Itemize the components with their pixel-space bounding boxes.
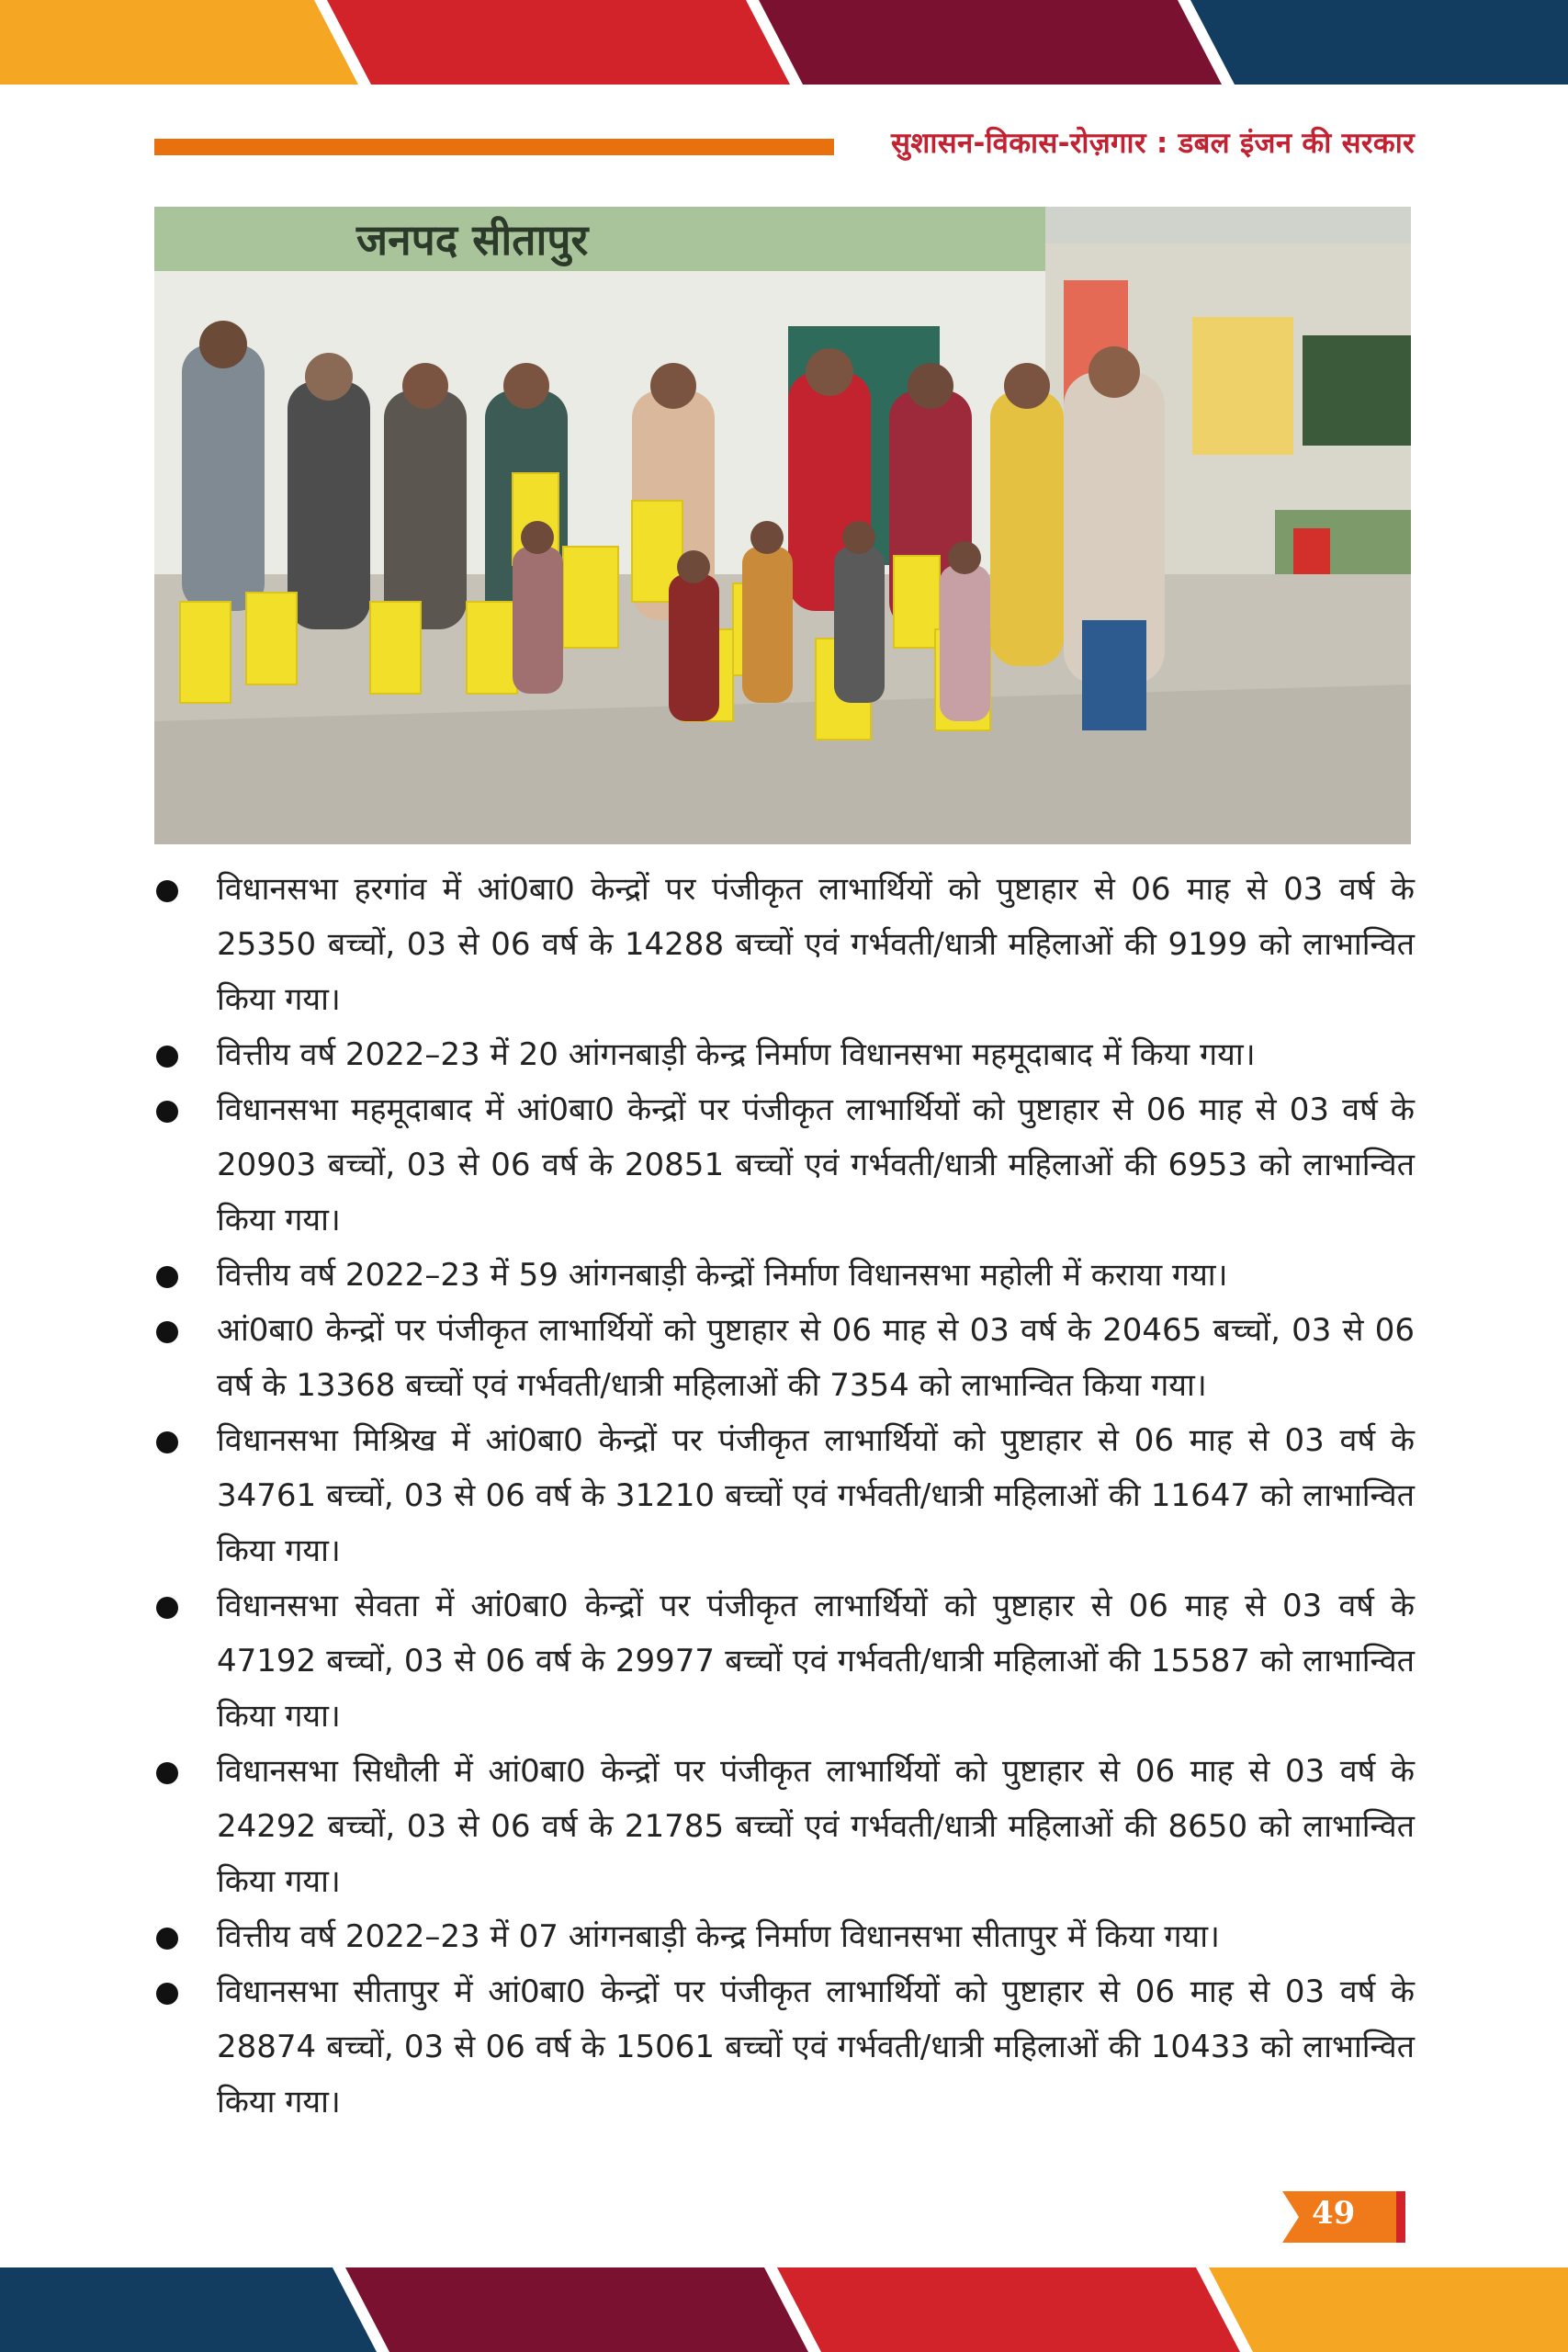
bullet-icon	[156, 1046, 178, 1068]
bullet-icon	[156, 1321, 178, 1343]
page-header-title: सुशासन-विकास-रोज़गार : डबल इंजन की सरकार	[891, 127, 1415, 160]
list-item: विधानसभा हरगांव में आं0बा0 केन्द्रों पर पंजीकृत लाभार्थियों को पुष्टाहार से 06 माह से 03 वर्ष के 25350 बच्चों, 03 से 06 वर्ष के 14288 बच्चों एवं गर्भवती/धात्री महिलाओं की 9199 को लाभान्वित किया गया।	[154, 862, 1415, 1027]
list-item: विधानसभा सिधौली में आं0बा0 केन्द्रों पर पंजीकृत लाभार्थियों को पुष्टाहार से 06 माह से 03 वर्ष के 24292 बच्चों, 03 से 06 वर्ष के 21785 बच्चों एवं गर्भवती/धात्री महिलाओं की 8650 को लाभान्वित किया गया।	[154, 1744, 1415, 1909]
bullet-list	[154, 862, 1415, 2130]
bullet-icon	[156, 1266, 178, 1288]
distribution-event-photo	[154, 207, 1411, 844]
list-item: विधानसभा महमूदाबाद में आं0बा0 केन्द्रों पर पंजीकृत लाभार्थियों को पुष्टाहार से 06 माह से 03 वर्ष के 20903 बच्चों, 03 से 06 वर्ष के 20851 बच्चों एवं गर्भवती/धात्री महिलाओं की 6953 को लाभान्वित किया गया।	[154, 1082, 1415, 1248]
bullet-icon	[156, 1928, 178, 1950]
bullet-icon	[156, 880, 178, 902]
bullet-icon	[156, 1597, 178, 1619]
list-item: आं0बा0 केन्द्रों पर पंजीकृत लाभार्थियों को पुष्टाहार से 06 माह से 03 वर्ष के 20465 बच्चों, 03 से 06 वर्ष के 13368 बच्चों एवं गर्भवती/धात्री महिलाओं की 7354 को लाभान्वित किया गया।	[154, 1303, 1415, 1413]
photo-banner-text: जनपद सीतापुर	[356, 215, 589, 265]
bottom-color-band	[0, 2267, 1568, 2352]
list-item: विधानसभा मिश्रिख में आं0बा0 केन्द्रों पर पंजीकृत लाभार्थियों को पुष्टाहार से 06 माह से 03 वर्ष के 34761 बच्चों, 03 से 06 वर्ष के 31210 बच्चों एवं गर्भवती/धात्री महिलाओं की 11647 को लाभान्वित किया गया।	[154, 1413, 1415, 1578]
list-item: विधानसभा सेवता में आं0बा0 केन्द्रों पर पंजीकृत लाभार्थियों को पुष्टाहार से 06 माह से 03 वर्ष के 47192 बच्चों, 03 से 06 वर्ष के 29977 बच्चों एवं गर्भवती/धात्री महिलाओं की 15587 को लाभान्वित किया गया।	[154, 1578, 1415, 1744]
list-item: विधानसभा सीतापुर में आं0बा0 केन्द्रों पर पंजीकृत लाभार्थियों को पुष्टाहार से 06 माह से 03 वर्ष के 28874 बच्चों, 03 से 06 वर्ष के 15061 बच्चों एवं गर्भवती/धात्री महिलाओं की 10433 को लाभान्वित किया गया।	[154, 1964, 1415, 2130]
list-item: वित्तीय वर्ष 2022–23 में 20 आंगनबाड़ी केन्द्र निर्माण विधानसभा महमूदाबाद में किया गया।	[154, 1027, 1415, 1082]
list-item: वित्तीय वर्ष 2022–23 में 07 आंगनबाड़ी केन्द्र निर्माण विधानसभा सीतापुर में किया गया।	[154, 1909, 1415, 1964]
header-accent-bar	[154, 139, 834, 155]
bullet-icon	[156, 1431, 178, 1453]
list-item: वित्तीय वर्ष 2022–23 में 59 आंगनबाड़ी केन्द्रों निर्माण विधानसभा महोली में कराया गया।	[154, 1248, 1415, 1303]
bullet-icon	[156, 1762, 178, 1784]
page-number: 49	[1312, 2195, 1356, 2232]
top-color-band	[0, 0, 1568, 85]
bullet-icon	[156, 1983, 178, 2005]
bullet-icon	[156, 1101, 178, 1123]
main-content	[154, 862, 1415, 2130]
